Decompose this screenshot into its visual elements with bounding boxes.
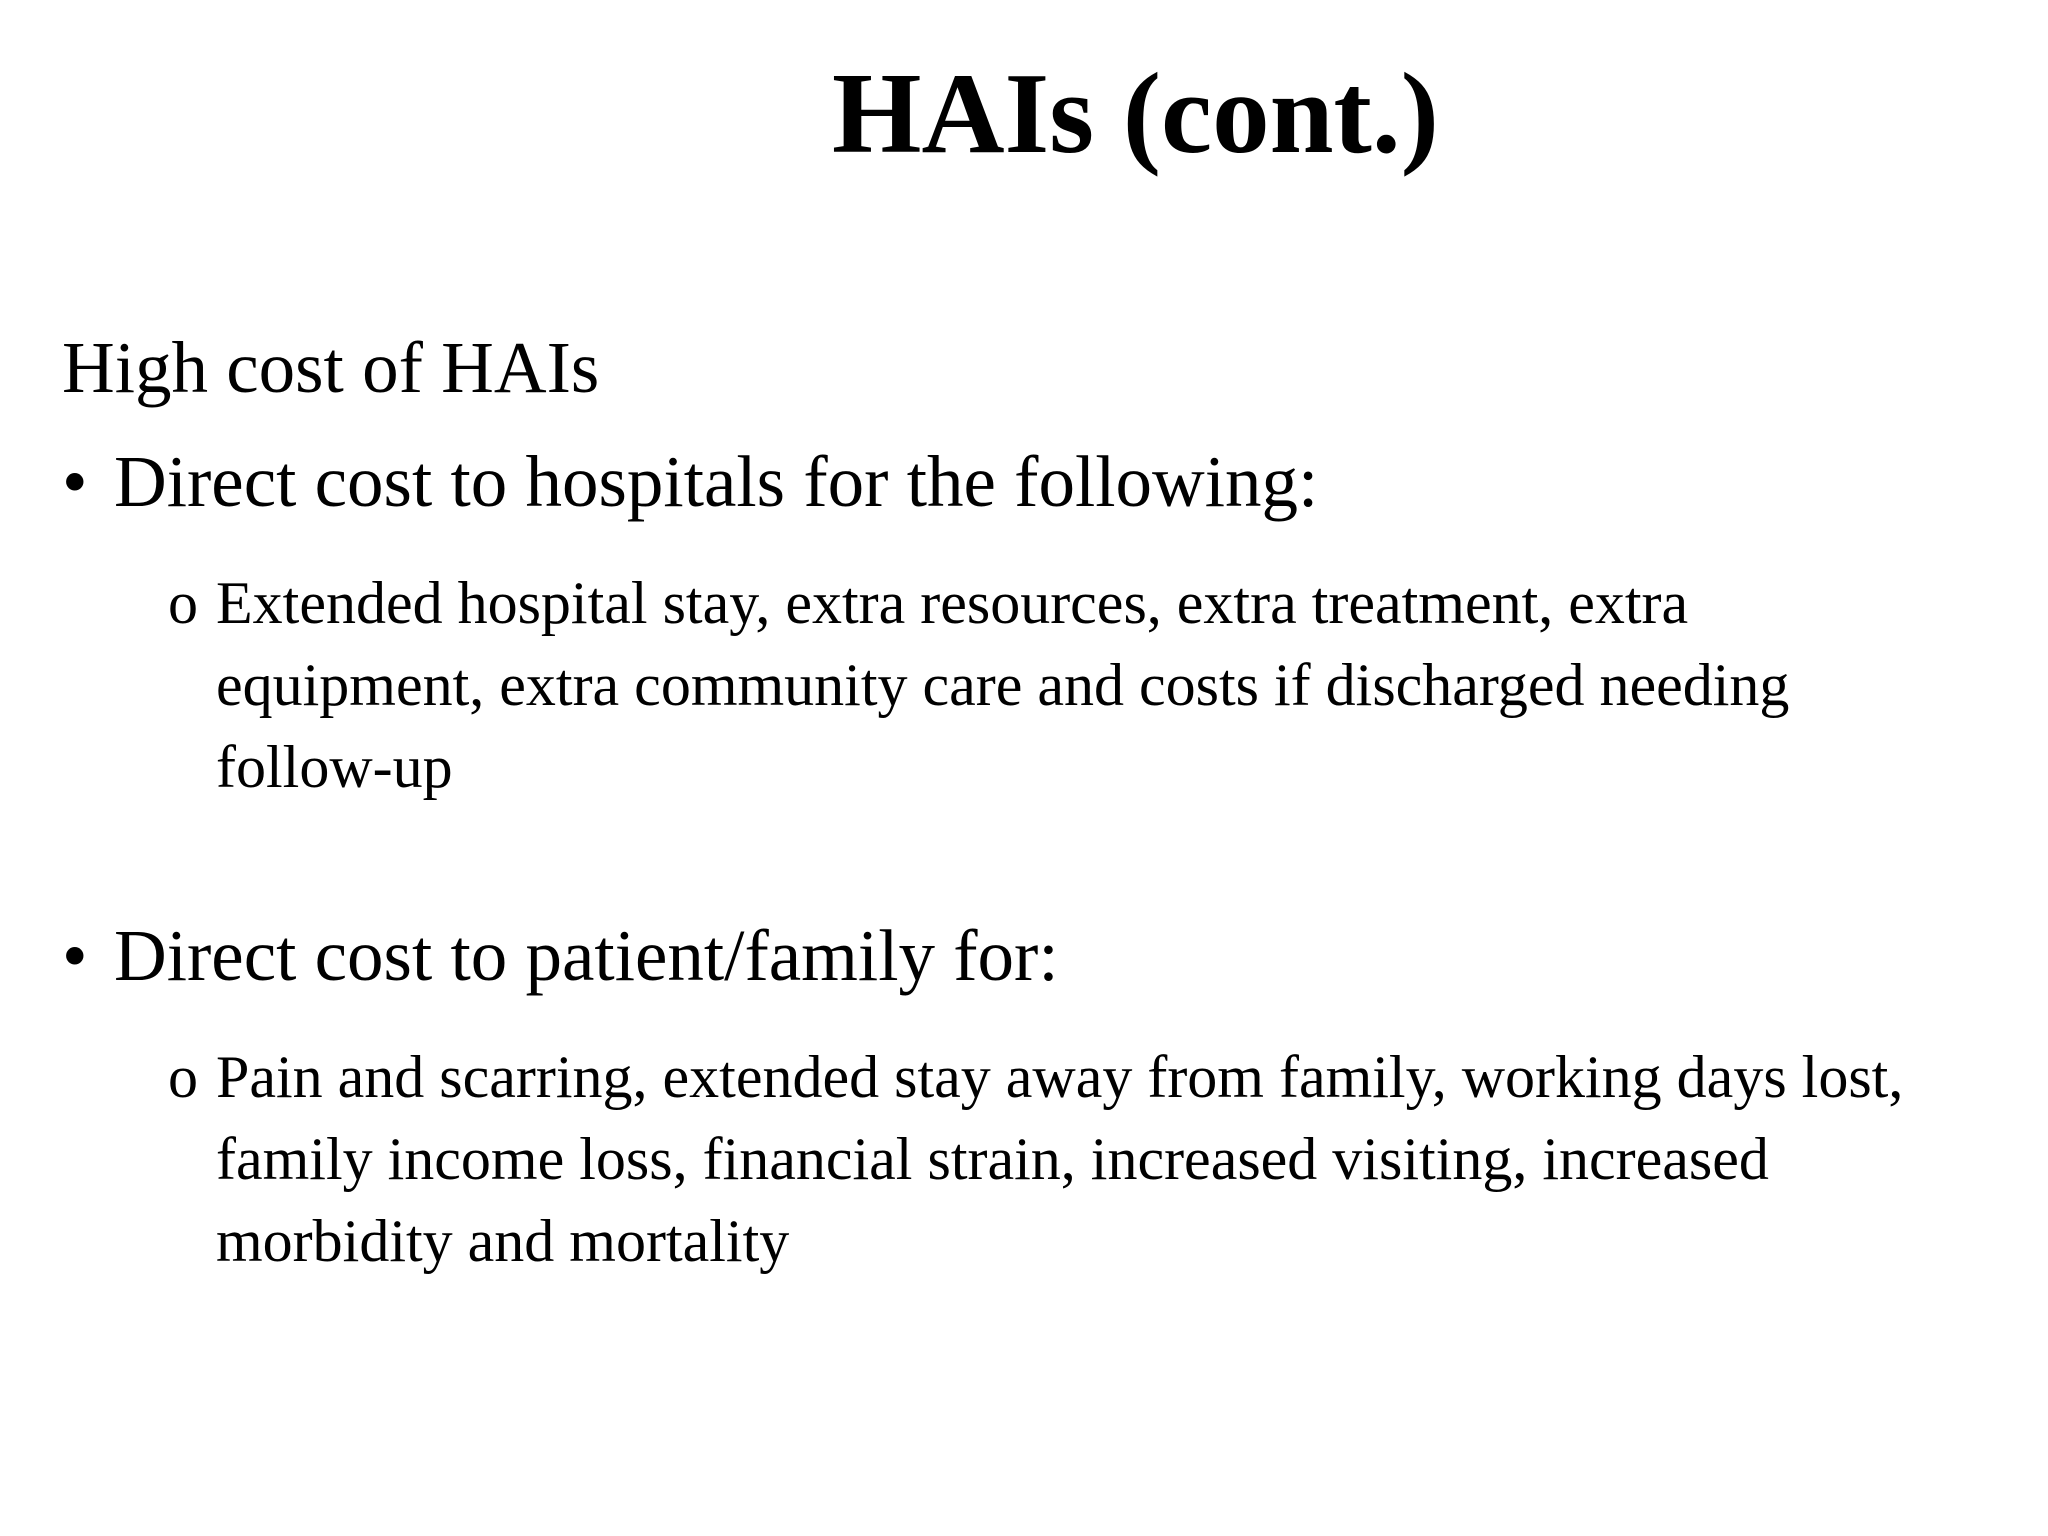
sub-bullet-text: Pain and scarring, extended stay away from family, working days lost, family income loss, financial strain, increased visiting, increased morbidity and mortality [216, 1044, 1904, 1274]
sub-bullet-marker: o [168, 570, 198, 636]
bullet-text: Direct cost to hospitals for the following: [114, 441, 1319, 522]
bullet-marker: • [62, 441, 88, 522]
bullet-text: Direct cost to patient/family for: [114, 915, 1059, 996]
sub-bullet-patient-costs [168, 1036, 1928, 1282]
sub-bullet-text: Extended hospital stay, extra resources, extra treatment, extra equipment, extra community care and costs if discharged needing follow-up [216, 570, 1790, 800]
section-heading: High cost of HAIs [62, 327, 600, 408]
sub-bullet-marker: o [168, 1044, 198, 1110]
bullet-hospital-costs [62, 436, 1318, 528]
bullet-marker: • [62, 915, 88, 996]
bullet-patient-costs [62, 910, 1059, 1002]
sub-bullet-hospital-costs [168, 562, 1928, 808]
slide-title: HAIs (cont.) [832, 50, 1439, 177]
